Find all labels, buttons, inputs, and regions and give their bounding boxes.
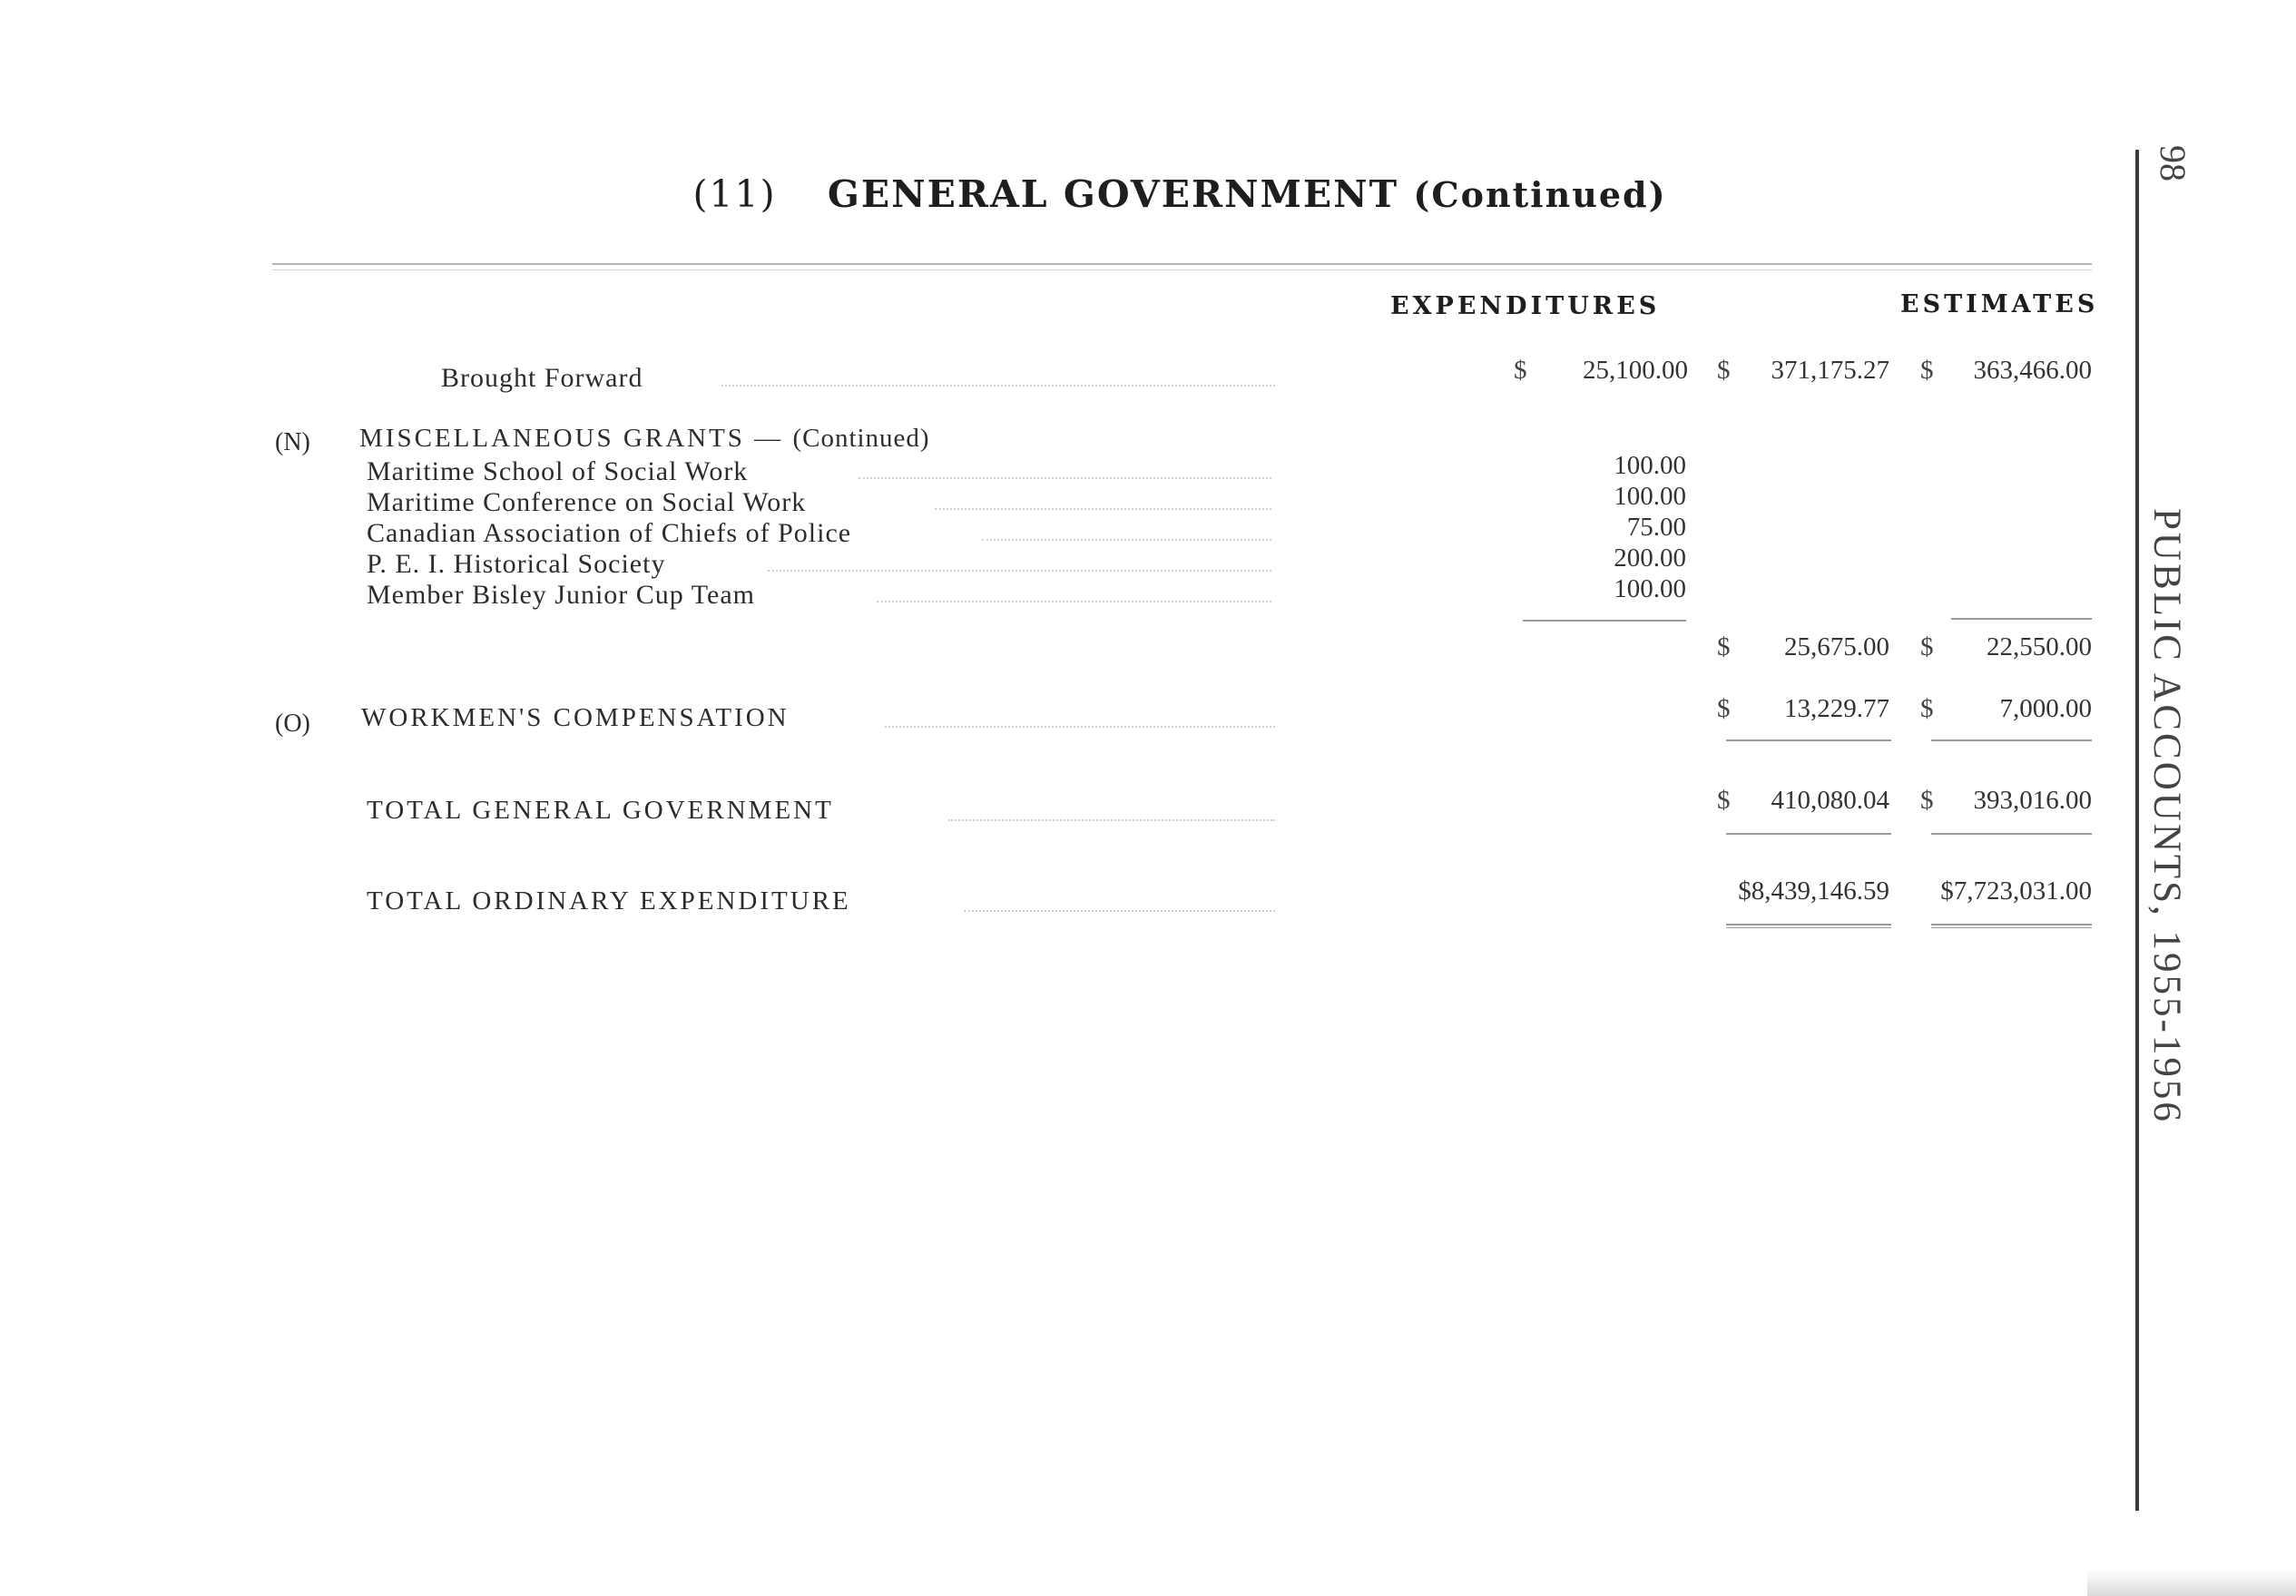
section-n-heading-continued: (Continued)	[792, 424, 930, 453]
total-general-label: TOTAL GENERAL GOVERNMENT	[367, 796, 834, 825]
column-rule	[1931, 739, 2092, 741]
grant-item-amount: 100.00	[1614, 482, 1686, 511]
margin-rule	[2135, 150, 2139, 1511]
column-rule	[1931, 924, 2092, 925]
page-title	[0, 172, 2296, 216]
column-rule	[1726, 924, 1891, 925]
grant-item-label: Member Bisley Junior Cup Team	[367, 580, 755, 610]
expenditures-header: EXPENDITURES	[1390, 292, 1661, 320]
total-general-col2: 410,080.04	[1771, 786, 1889, 815]
section-o-col2: 13,229.77	[1784, 694, 1889, 723]
leader-dots	[768, 570, 1271, 572]
currency-symbol: $	[1920, 694, 1934, 723]
grant-item-amount: 100.00	[1614, 451, 1686, 480]
section-n-subtotal-col2: 25,675.00	[1784, 632, 1889, 661]
total-ordinary-col3: $7,723,031.00	[1940, 876, 2092, 906]
leader-dots	[935, 508, 1271, 510]
grant-item-label: Canadian Association of Chiefs of Police	[367, 518, 852, 548]
section-o-code: (O)	[275, 710, 310, 738]
section-o-col3: 7,000.00	[1999, 694, 2092, 723]
currency-symbol: $	[1920, 632, 1934, 661]
currency-symbol: $	[1717, 786, 1731, 815]
currency-symbol: $	[1920, 356, 1934, 385]
grant-item-label: Maritime Conference on Social Work	[367, 487, 807, 517]
leader-dots	[721, 385, 1275, 387]
total-general-col3: 393,016.00	[1973, 786, 2092, 815]
header-rule-secondary	[272, 269, 2092, 270]
leader-dots	[859, 477, 1271, 479]
subtotal-rule	[1951, 618, 2092, 620]
workmens-compensation-label: WORKMEN'S COMPENSATION	[361, 703, 790, 732]
section-n-code: (N)	[275, 428, 310, 456]
leader-dots	[877, 601, 1271, 602]
currency-symbol: $	[1717, 356, 1731, 385]
estimates-header: ESTIMATES	[1900, 290, 2099, 318]
currency-symbol: $	[1717, 694, 1731, 723]
section-n-heading	[359, 424, 930, 454]
brought-forward-label: Brought Forward	[441, 363, 643, 393]
grant-item-amount: 75.00	[1626, 513, 1686, 542]
page-number: 98	[2153, 145, 2193, 181]
currency-symbol: $	[1514, 356, 1527, 385]
grant-item-label: P. E. I. Historical Society	[367, 549, 666, 579]
leader-dots	[948, 819, 1275, 821]
total-ordinary-col2: $8,439,146.59	[1738, 876, 1889, 906]
running-title: PUBLIC ACCOUNTS, 1955-1956	[2145, 508, 2188, 1124]
currency-symbol: $	[1920, 786, 1934, 815]
brought-forward-col3: 363,466.00	[1973, 356, 2092, 385]
column-rule	[1931, 927, 2092, 928]
grant-item-amount: 200.00	[1614, 543, 1686, 573]
column-rule	[1726, 927, 1891, 928]
section-n-heading-text: MISCELLANEOUS GRANTS —	[359, 424, 784, 453]
column-rule	[1726, 739, 1891, 741]
currency-symbol: $	[1717, 632, 1731, 661]
section-number: (11)	[692, 172, 777, 216]
subtotal-rule	[1523, 620, 1686, 622]
leader-dots	[964, 910, 1275, 912]
total-ordinary-label: TOTAL ORDINARY EXPENDITURE	[367, 886, 851, 915]
column-rule	[1726, 833, 1891, 835]
grant-item-label: Maritime School of Social Work	[367, 456, 749, 486]
scan-shadow	[2087, 1570, 2296, 1596]
leader-dots	[885, 726, 1275, 728]
header-rule	[272, 263, 2092, 265]
section-n-subtotal-col3: 22,550.00	[1987, 632, 2092, 661]
brought-forward-col1: 25,100.00	[1583, 356, 1688, 385]
leader-dots	[982, 539, 1271, 541]
section-title: GENERAL GOVERNMENT	[827, 172, 1399, 216]
brought-forward-col2: 371,175.27	[1771, 356, 1889, 385]
grant-item-amount: 100.00	[1614, 574, 1686, 603]
title-continued: (Continued)	[1413, 174, 1667, 215]
column-rule	[1931, 833, 2092, 835]
